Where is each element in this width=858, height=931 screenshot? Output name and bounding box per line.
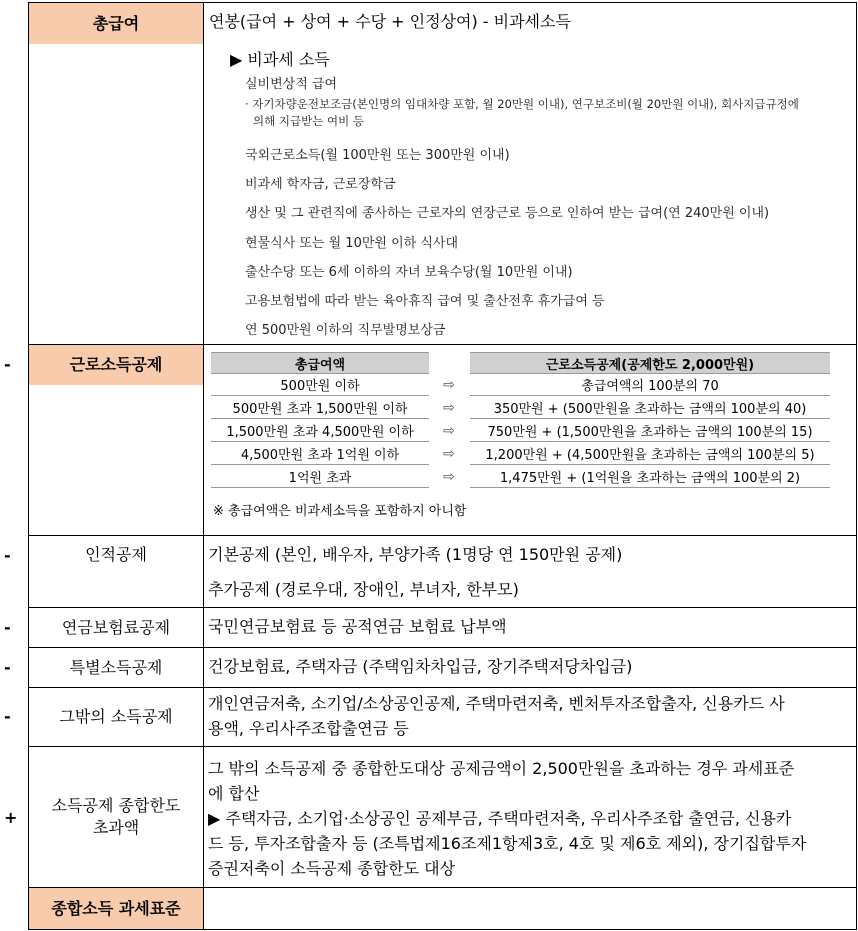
arrow-icon: ⇨ <box>443 376 455 393</box>
pension-deduction-text: 국민연금보험료 등 공적연금 보험료 납부액 <box>208 617 507 636</box>
operator-minus: - <box>4 707 11 726</box>
operator-plus: + <box>4 808 18 827</box>
additional-deduction-text: 추가공제 (경로우대, 장애인, 부녀자, 한부모) <box>208 580 519 599</box>
table-cell-deduction: 350만원 + (500만원을 초과하는 금액의 100분의 40) <box>470 397 830 419</box>
other-deduction-label: 그밖의 소득공제 <box>59 707 173 726</box>
earned-deduction-label: 근로소득공제 <box>29 345 203 385</box>
table-cell-deduction: 총급여액의 100분의 70 <box>470 374 830 396</box>
limit-excess-text: 증권저축이 소득공제 종합한도 대상 <box>208 859 456 878</box>
gross-label: 총급여 <box>29 3 203 44</box>
table-note: ※ 총급여액은 비과세소득을 포함하지 아니함 <box>213 504 467 519</box>
table-cell-range: 500만원 이하 <box>211 374 429 396</box>
limit-excess-text: 드 등, 투자조합출자 등 (조특법제16조제1항제3호, 4호 및 제6호 제외), 장기집합투자 <box>208 834 807 853</box>
special-deduction-label: 특별소득공제 <box>69 657 163 677</box>
nontax-item: 국외근로소득(월 100만원 또는 300만원 이내) <box>245 148 510 163</box>
nontax-item: 연 500만원 이하의 직무발명보상금 <box>245 323 446 338</box>
operator-minus: - <box>4 618 11 637</box>
operator-minus: - <box>4 546 11 565</box>
operator-minus: - <box>4 658 11 677</box>
gross-formula: 연봉(급여 + 상여 + 수당 + 인정상여) - 비과세소득 <box>209 12 571 31</box>
table-cell-deduction: 1,475만원 + (1억원을 초과하는 금액의 100분의 2) <box>470 466 830 488</box>
table-cell-deduction: 1,200만원 + (4,500만원을 초과하는 금액의 100분의 5) <box>470 443 830 465</box>
tax-base-label: 종합소득 과세표준 <box>29 888 203 929</box>
table-cell-range: 1억원 초과 <box>211 466 429 488</box>
nontax-item: 비과세 학자금, 근로장학금 <box>245 177 396 192</box>
nontax-title: ▶ 비과세 소득 <box>230 50 330 69</box>
table-header-gross-amount: 총급여액 <box>211 352 429 374</box>
limit-excess-label <box>29 747 203 887</box>
nontax-item: 출산수당 또는 6세 이하의 자녀 보육수당(월 10만원 이내) <box>245 265 573 280</box>
arrow-icon: ⇨ <box>443 422 455 439</box>
limit-excess-text: ▶ 주택자금, 소기업·소상공인 공제부금, 주택마련저축, 우리사주조합 출연금, 신용카 <box>208 809 792 828</box>
limit-excess-label-line: 소득공제 종합한도 <box>51 796 181 815</box>
limit-excess-text: 에 합산 <box>208 784 260 803</box>
arrow-icon: ⇨ <box>443 445 455 462</box>
nontax-item-detail: · 자기차량운전보조금(본인명의 임대차량 포함, 월 20만원 이내), 연구보조비(월 20만원 이내), 회사지급규정에 <box>245 97 799 111</box>
table-header-deduction: 근로소득공제(공제한도 2,000만원) <box>470 352 830 374</box>
other-deduction-text: 개인연금저축, 소기업/소상공인공제, 주택마련저축, 벤처투자조합출자, 신용카드 사 <box>208 694 785 713</box>
nontax-item-detail: 의해 지급받는 여비 등 <box>253 114 364 128</box>
operator-minus: - <box>4 355 11 374</box>
table-cell-range: 500만원 초과 1,500만원 이하 <box>211 397 429 419</box>
arrow-icon: ⇨ <box>443 399 455 416</box>
limit-excess-text: 그 밖의 소득공제 중 종합한도대상 공제금액이 2,500만원을 초과하는 경우 과세표준 <box>208 759 795 778</box>
table-cell-range: 1,500만원 초과 4,500만원 이하 <box>211 420 429 442</box>
nontax-item: 현물식사 또는 월 10만원 이하 식사대 <box>245 236 459 251</box>
table-cell-range: 4,500만원 초과 1억원 이하 <box>211 443 429 465</box>
other-deduction-text: 용액, 우리사주조합출연금 등 <box>208 719 409 738</box>
special-deduction-text: 건강보험료, 주택자금 (주택임차차입금, 장기주택저당차입금) <box>208 657 633 676</box>
nontax-item: 고용보험법에 따라 받는 육아휴직 급여 및 출산전후 휴가급여 등 <box>245 294 605 309</box>
pension-deduction-label: 연금보험료공제 <box>61 617 171 637</box>
basic-deduction-text: 기본공제 (본인, 배우자, 부양가족 (1명당 연 150만원 공제) <box>208 545 623 564</box>
nontax-item: 생산 및 그 관련직에 종사하는 근로자의 연장근로 등으로 인하여 받는 급여(연 240만원 이내) <box>245 206 770 221</box>
limit-excess-label-line: 초과액 <box>92 818 140 837</box>
arrow-icon: ⇨ <box>443 468 455 485</box>
table-cell-deduction: 750만원 + (1,500만원을 초과하는 금액의 100분의 15) <box>470 420 830 442</box>
personal-deduction-label: 인적공제 <box>85 545 147 564</box>
nontax-item: 실비변상적 급여 <box>245 77 338 92</box>
